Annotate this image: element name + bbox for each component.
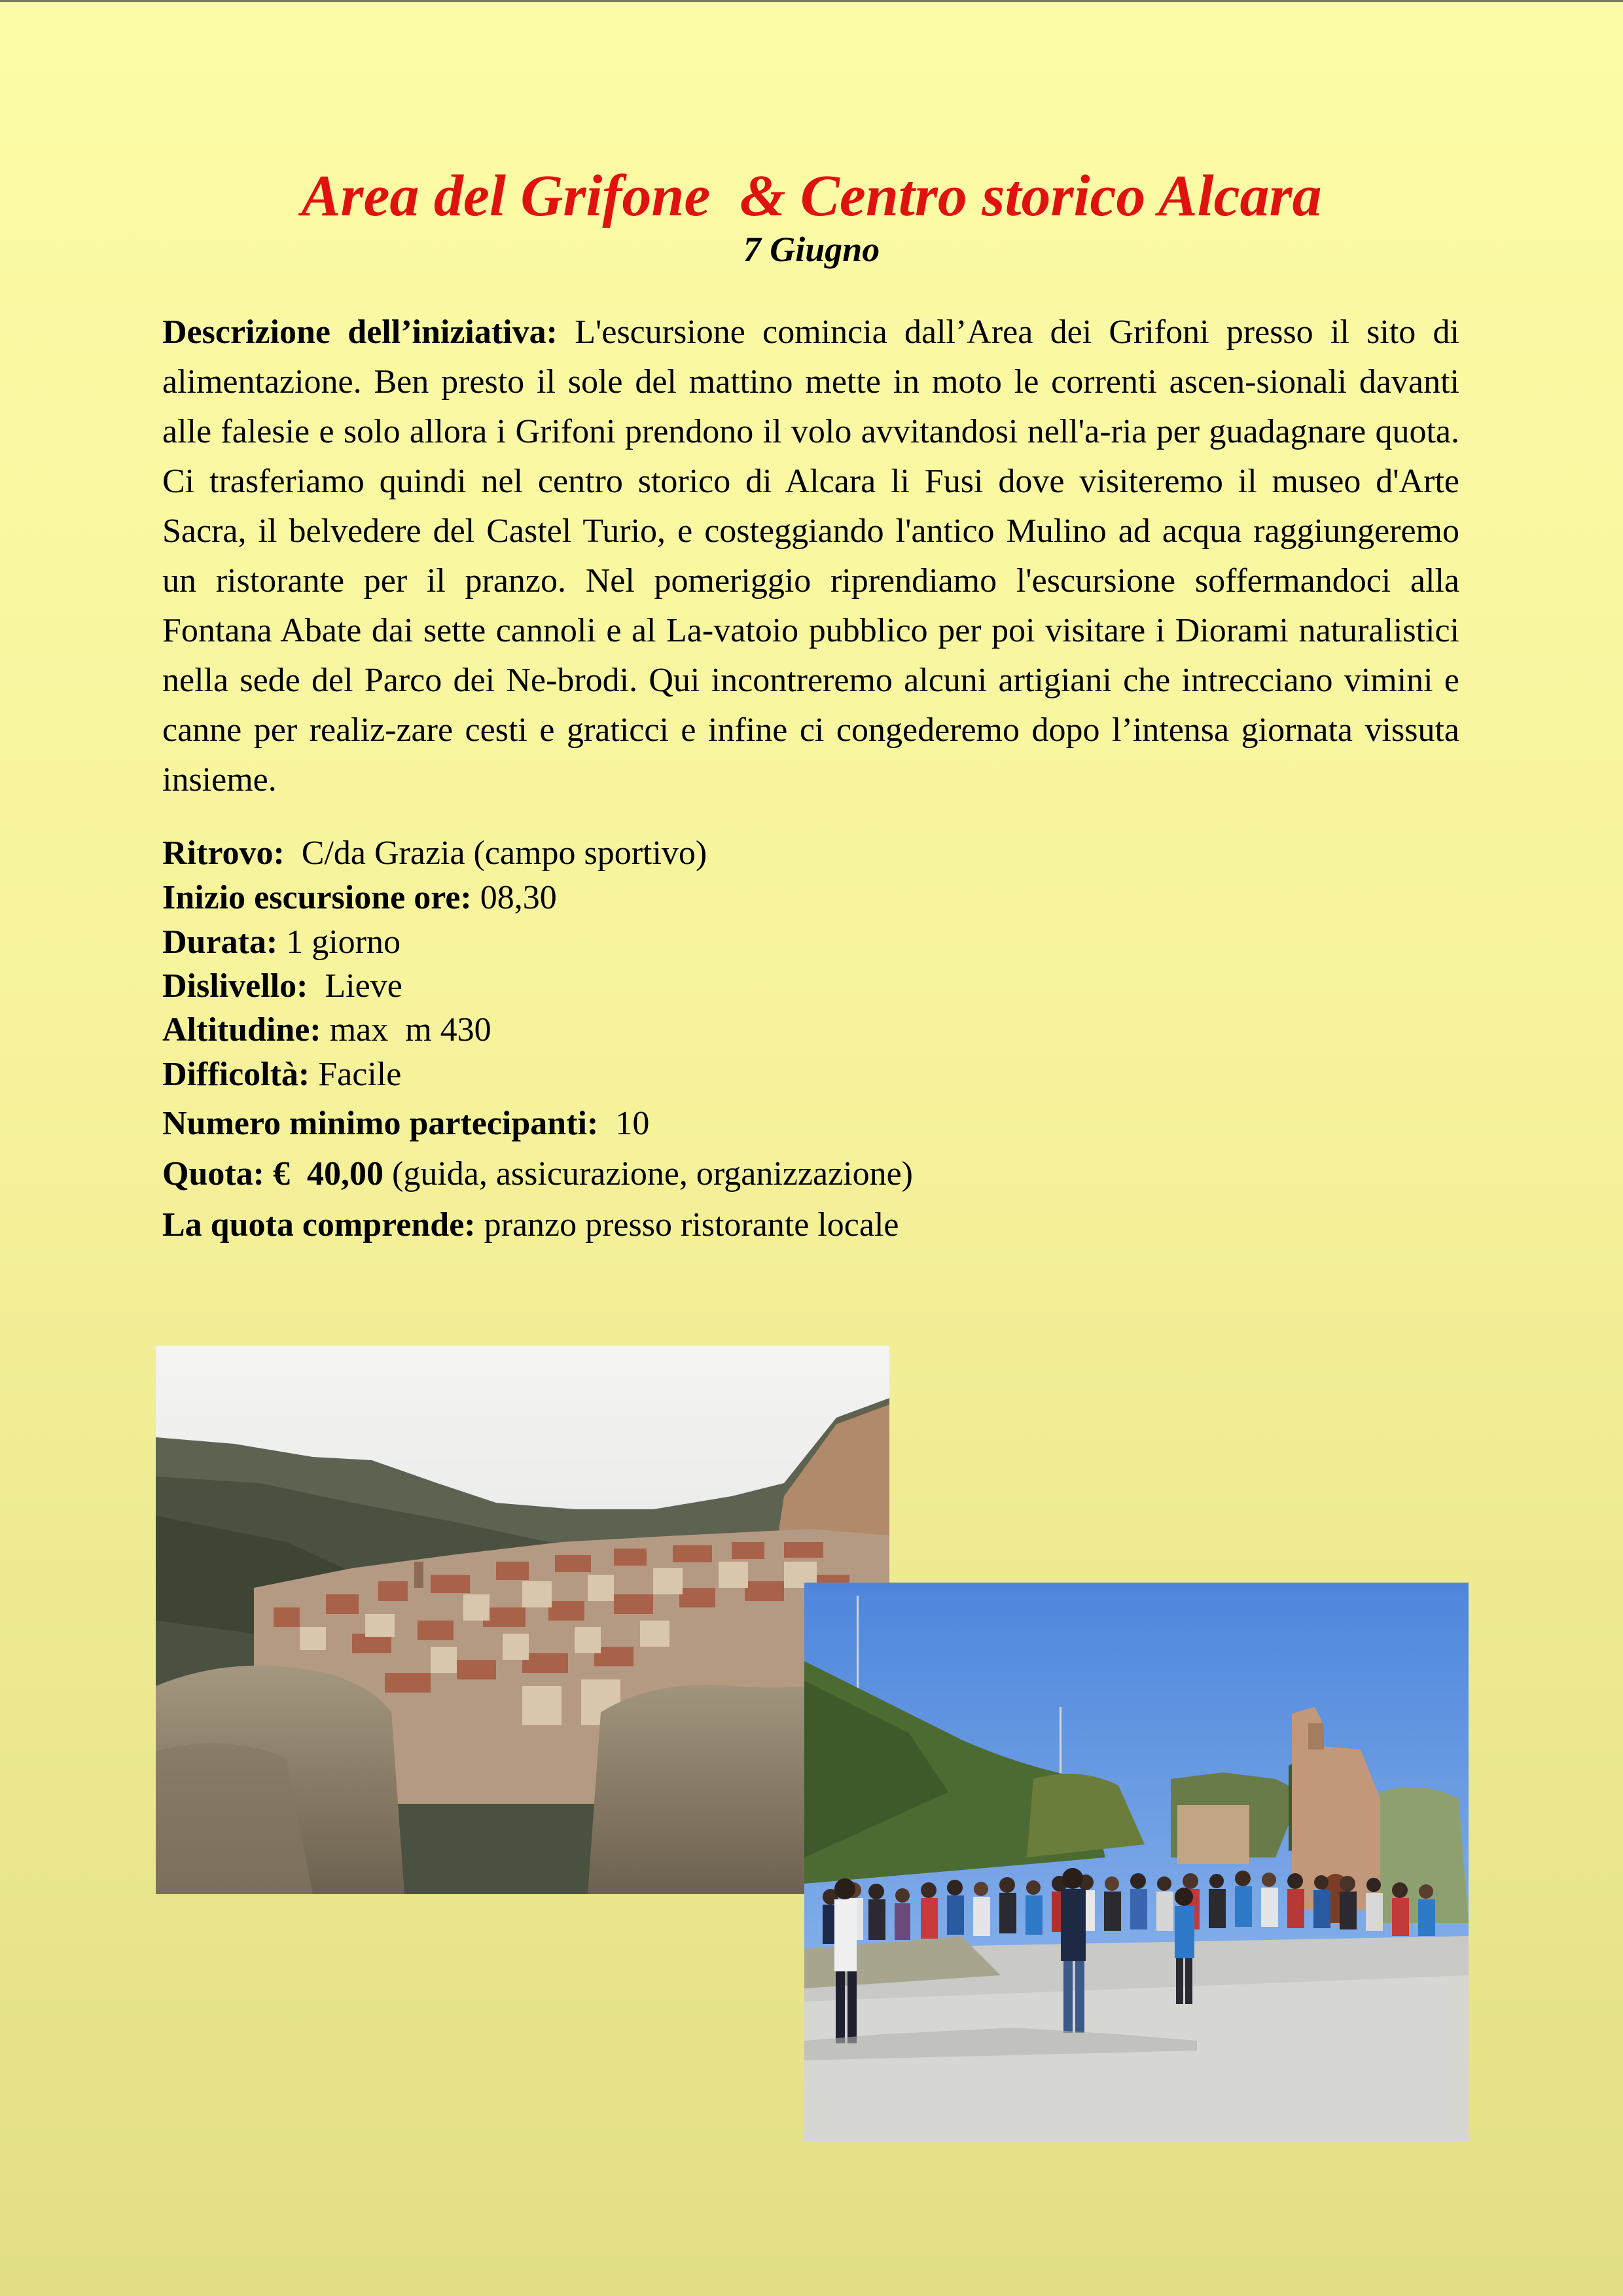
detail-value: Lieve xyxy=(308,967,402,1005)
description-paragraph xyxy=(162,308,1459,805)
detail-label: Dislivello: xyxy=(162,967,308,1005)
detail-label: Difficoltà: xyxy=(162,1056,310,1093)
page-title: Area del Grifone & Centro storico Alcara xyxy=(301,164,1322,228)
detail-value: 1 giorno xyxy=(277,924,401,961)
detail-label: La quota comprende: xyxy=(162,1206,476,1244)
detail-value: C/da Grazia (campo sportivo) xyxy=(284,834,707,872)
detail-row-inizio xyxy=(162,877,557,919)
description-text: L'escursione comincia dall’Area dei Grifoni presso il sito di alimentazione. Ben presto il sole del mattino mette in moto le correnti ascen-sionali davanti alle falesie e solo allora i Grifoni prendono il volo avvitandosi nell'a-ria per guadagnare quota. Ci trasferiamo quindi nel centro storico di Alcara li Fusi dove visiteremo il museo d'Arte Sacra, il belvedere del Castel Turio, e costeggiando l'antico Mulino ad acqua raggiungeremo un ristorante per il pranzo. Nel pomeriggio riprendiamo l'escursione soffermandoci alla Fontana Abate dai sette cannoli e al La-vatoio pubblico per poi visitare i Diorami naturalistici nella sede del Parco dei Ne-brodi. Qui incontreremo alcuni artigiani che intrecciano vimini e canne per realiz-zare cesti e graticci e infine ci congederemo dopo l’intensa giornata vissuta insieme. xyxy=(162,314,1460,798)
detail-label: Numero minimo partecipanti: xyxy=(162,1105,599,1142)
detail-row-ritrovo xyxy=(162,833,707,874)
detail-row-partecipanti xyxy=(162,1103,649,1145)
description-label: Descrizione dell’iniziativa: xyxy=(162,314,558,351)
detail-value: 10 xyxy=(598,1105,650,1142)
top-border xyxy=(0,0,1623,2)
alcara-village-photo xyxy=(156,1346,889,1894)
detail-row-altitudine xyxy=(162,1009,491,1051)
detail-label: Inizio escursione ore: xyxy=(162,879,472,916)
event-date: 7 Giugno xyxy=(743,230,880,269)
detail-value: 08,30 xyxy=(471,879,557,916)
detail-row-comprende xyxy=(162,1204,899,1246)
detail-row-durata xyxy=(162,922,401,963)
detail-label: Quota: € 40,00 xyxy=(162,1155,383,1193)
detail-value: Facile xyxy=(310,1056,402,1093)
detail-row-dislivello xyxy=(162,965,402,1007)
detail-label: Durata: xyxy=(162,924,278,961)
detail-row-difficolta xyxy=(162,1054,401,1096)
detail-label: Ritrovo: xyxy=(162,834,285,872)
detail-value: (guida, assicurazione, organizzazione) xyxy=(383,1155,913,1193)
detail-row-quota xyxy=(162,1153,913,1195)
detail-value: pranzo presso ristorante locale xyxy=(475,1206,899,1244)
detail-value: max m 430 xyxy=(321,1011,491,1049)
group-at-church-photo xyxy=(804,1583,1469,2141)
detail-label: Altitudine: xyxy=(162,1011,321,1049)
